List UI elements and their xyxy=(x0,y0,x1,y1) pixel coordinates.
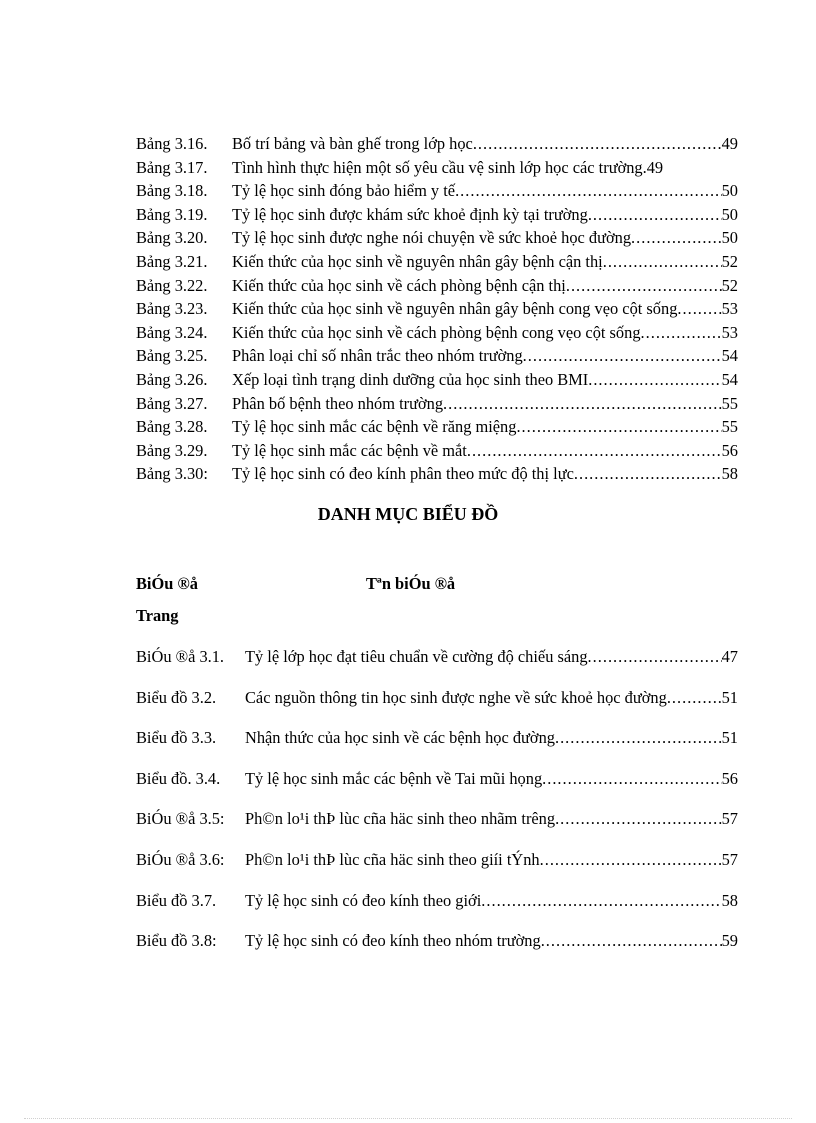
entry-page: 55 xyxy=(721,417,738,437)
table-entry xyxy=(136,368,738,392)
leader-dots xyxy=(523,344,722,368)
table-entry xyxy=(136,439,738,463)
chart-entry xyxy=(136,645,738,686)
entry-label: Biểu đồ 3.3. xyxy=(136,728,217,748)
entry-page: 59 xyxy=(721,931,738,951)
entry-label: Bảng 3.28. xyxy=(136,417,208,437)
table-entry xyxy=(136,321,738,345)
entry-label: BiÓu ®å 3.1. xyxy=(136,647,225,666)
leader-dots xyxy=(540,848,722,871)
chart-entry xyxy=(136,889,738,930)
entry-page: 57 xyxy=(721,809,738,829)
chart-list-heading: DANH MỤC BIỂU ĐỒ xyxy=(317,504,499,524)
entry-label: Bảng 3.24. xyxy=(136,322,208,342)
table-entry xyxy=(136,226,738,250)
entry-page: 55 xyxy=(721,393,738,413)
entry-page: 47 xyxy=(721,647,738,666)
entry-title: Tỷ lệ học sinh đóng bảo hiểm y tế xyxy=(232,181,456,201)
entry-page: 58 xyxy=(721,464,738,484)
table-entry xyxy=(136,156,738,180)
entry-label: Bảng 3.23. xyxy=(136,299,208,319)
leader-dots xyxy=(677,297,721,321)
chart-entry xyxy=(136,767,738,808)
column-header-chart-name: Tªn biÓu ®å xyxy=(366,574,456,593)
entry-label: Biểu đồ 3.2. xyxy=(136,687,217,707)
entry-title: Kiến thức của học sinh về nguyên nhân gây bệnh cong vẹo cột sống xyxy=(232,299,678,319)
entry-title: Các nguồn thông tin học sinh được nghe về sức khoẻ học đường xyxy=(245,687,667,707)
chart-entry xyxy=(136,929,738,970)
entry-page: 54 xyxy=(721,369,738,389)
entry-title: Tỷ lệ lớp học đạt tiêu chuẩn về cường độ chiếu sáng xyxy=(245,647,588,666)
entry-page: 56 xyxy=(721,768,738,788)
entry-title: Tình hình thực hiện một số yêu cầu vệ sinh lớp học các trường. xyxy=(232,157,647,177)
entry-page: 54 xyxy=(721,346,738,366)
entry-label: Bảng 3.30: xyxy=(136,464,208,484)
leader-dots xyxy=(588,203,722,227)
entry-title: Tỷ lệ học sinh được nghe nói chuyện về sức khoẻ học đường xyxy=(232,228,632,248)
leader-dots xyxy=(555,807,722,830)
chart-entry xyxy=(136,848,738,889)
chart-entry xyxy=(136,686,738,727)
entry-page: 56 xyxy=(721,440,738,460)
entry-page: 52 xyxy=(721,251,738,271)
entry-page: 50 xyxy=(721,204,738,224)
chart-entry xyxy=(136,726,738,767)
entry-label: Bảng 3.18. xyxy=(136,181,208,201)
entry-label: Bảng 3.25. xyxy=(136,346,208,366)
entry-label: Bảng 3.19. xyxy=(136,204,208,224)
leader-dots xyxy=(631,226,722,250)
entry-label: Biểu đồ 3.7. xyxy=(136,890,217,910)
leader-dots xyxy=(542,767,721,790)
entry-title: Tỷ lệ học sinh mắc các bệnh về Tai mũi họng xyxy=(245,768,543,788)
entry-label: Bảng 3.20. xyxy=(136,228,208,248)
leader-dots xyxy=(574,462,722,486)
entry-title: Ph©n lo¹i thÞ lùc cña häc sinh theo giíi tÝnh xyxy=(245,849,540,869)
entry-label: Biểu đồ. 3.4. xyxy=(136,768,221,788)
page-bottom-divider xyxy=(24,1118,792,1119)
table-entry xyxy=(136,344,738,368)
column-header-page: Trang xyxy=(136,606,179,625)
entry-title: Tỷ lệ học sinh được khám sức khoẻ định kỳ tại trường xyxy=(232,204,588,224)
entry-label: Bảng 3.16. xyxy=(136,134,208,153)
table-entry xyxy=(136,250,738,274)
entry-title: Kiến thức của học sinh về nguyên nhân gây bệnh cận thị xyxy=(232,251,603,271)
table-entry xyxy=(136,462,738,486)
entry-title: Phân loại chỉ số nhân trắc theo nhóm trường xyxy=(232,346,523,366)
leader-dots xyxy=(516,415,721,439)
leader-dots xyxy=(541,929,722,952)
entry-page: 50 xyxy=(721,181,738,201)
leader-dots xyxy=(667,686,722,709)
entry-label: Bảng 3.22. xyxy=(136,275,208,295)
entry-title: Kiến thức của học sinh về cách phòng bệnh cong vẹo cột sống xyxy=(232,322,641,342)
entry-title: Tỷ lệ học sinh có đeo kính phân theo mức độ thị lực xyxy=(232,464,574,484)
entry-label: BiÓu ®å 3.6: xyxy=(136,849,225,869)
entry-label: Bảng 3.21. xyxy=(136,251,208,271)
entry-page: 51 xyxy=(721,728,738,748)
entry-page: 58 xyxy=(721,890,738,910)
entry-page: 49 xyxy=(646,157,664,177)
column-header-chart: BiÓu ®å xyxy=(136,574,198,593)
leader-dots xyxy=(603,250,722,274)
table-list xyxy=(136,132,738,486)
leader-dots xyxy=(443,392,722,416)
table-entry xyxy=(136,203,738,227)
entry-title: Xếp loại tình trạng dinh dưỡng của học sinh theo BMI xyxy=(232,369,589,389)
entry-page: 51 xyxy=(721,687,738,707)
leader-dots xyxy=(588,645,722,668)
leader-dots xyxy=(641,321,722,345)
table-entry xyxy=(136,132,738,156)
entry-label: BiÓu ®å 3.5: xyxy=(136,809,225,829)
entry-label: Biểu đồ 3.8: xyxy=(136,931,217,951)
entry-title: Phân bố bệnh theo nhóm trường xyxy=(232,393,444,413)
table-entry xyxy=(136,415,738,439)
leader-dots xyxy=(455,179,722,203)
chart-list xyxy=(136,645,738,970)
leader-dots xyxy=(566,274,722,298)
leader-dots xyxy=(588,368,721,392)
entry-title: Nhận thức của học sinh về các bệnh học đường xyxy=(245,728,555,748)
leader-dots xyxy=(481,889,721,912)
entry-label: Bảng 3.29. xyxy=(136,440,208,460)
table-entry xyxy=(136,179,738,203)
entry-page: 57 xyxy=(721,849,738,869)
entry-title: Tỷ lệ học sinh mắc các bệnh về răng miệng xyxy=(232,417,517,437)
entry-page: 50 xyxy=(721,228,738,248)
leader-dots xyxy=(555,726,722,749)
leader-dots xyxy=(467,439,722,463)
table-entry xyxy=(136,274,738,298)
entry-title: Kiến thức của học sinh về cách phòng bệnh cận thị xyxy=(232,275,566,295)
leader-dots xyxy=(473,132,722,156)
chart-entry xyxy=(136,807,738,848)
entry-label: Bảng 3.27. xyxy=(136,393,208,413)
entry-page: 52 xyxy=(721,275,738,295)
table-entry xyxy=(136,297,738,321)
entry-page: 53 xyxy=(721,299,738,319)
entry-title: Tỷ lệ học sinh có đeo kính theo giới xyxy=(245,890,482,910)
entry-page: 49 xyxy=(721,134,738,153)
entry-label: Bảng 3.26. xyxy=(136,369,208,389)
entry-page: 53 xyxy=(721,322,738,342)
entry-title: Tỷ lệ học sinh mắc các bệnh về mắt xyxy=(232,440,467,460)
entry-title: Tỷ lệ học sinh có đeo kính theo nhóm trường xyxy=(245,931,541,951)
entry-title: Bố trí bảng và bàn ghế trong lớp học xyxy=(232,134,473,153)
entry-label: Bảng 3.17. xyxy=(136,157,208,177)
entry-title: Ph©n lo¹i thÞ lùc cña häc sinh theo nhãm trêng xyxy=(245,809,556,829)
table-entry xyxy=(136,392,738,416)
